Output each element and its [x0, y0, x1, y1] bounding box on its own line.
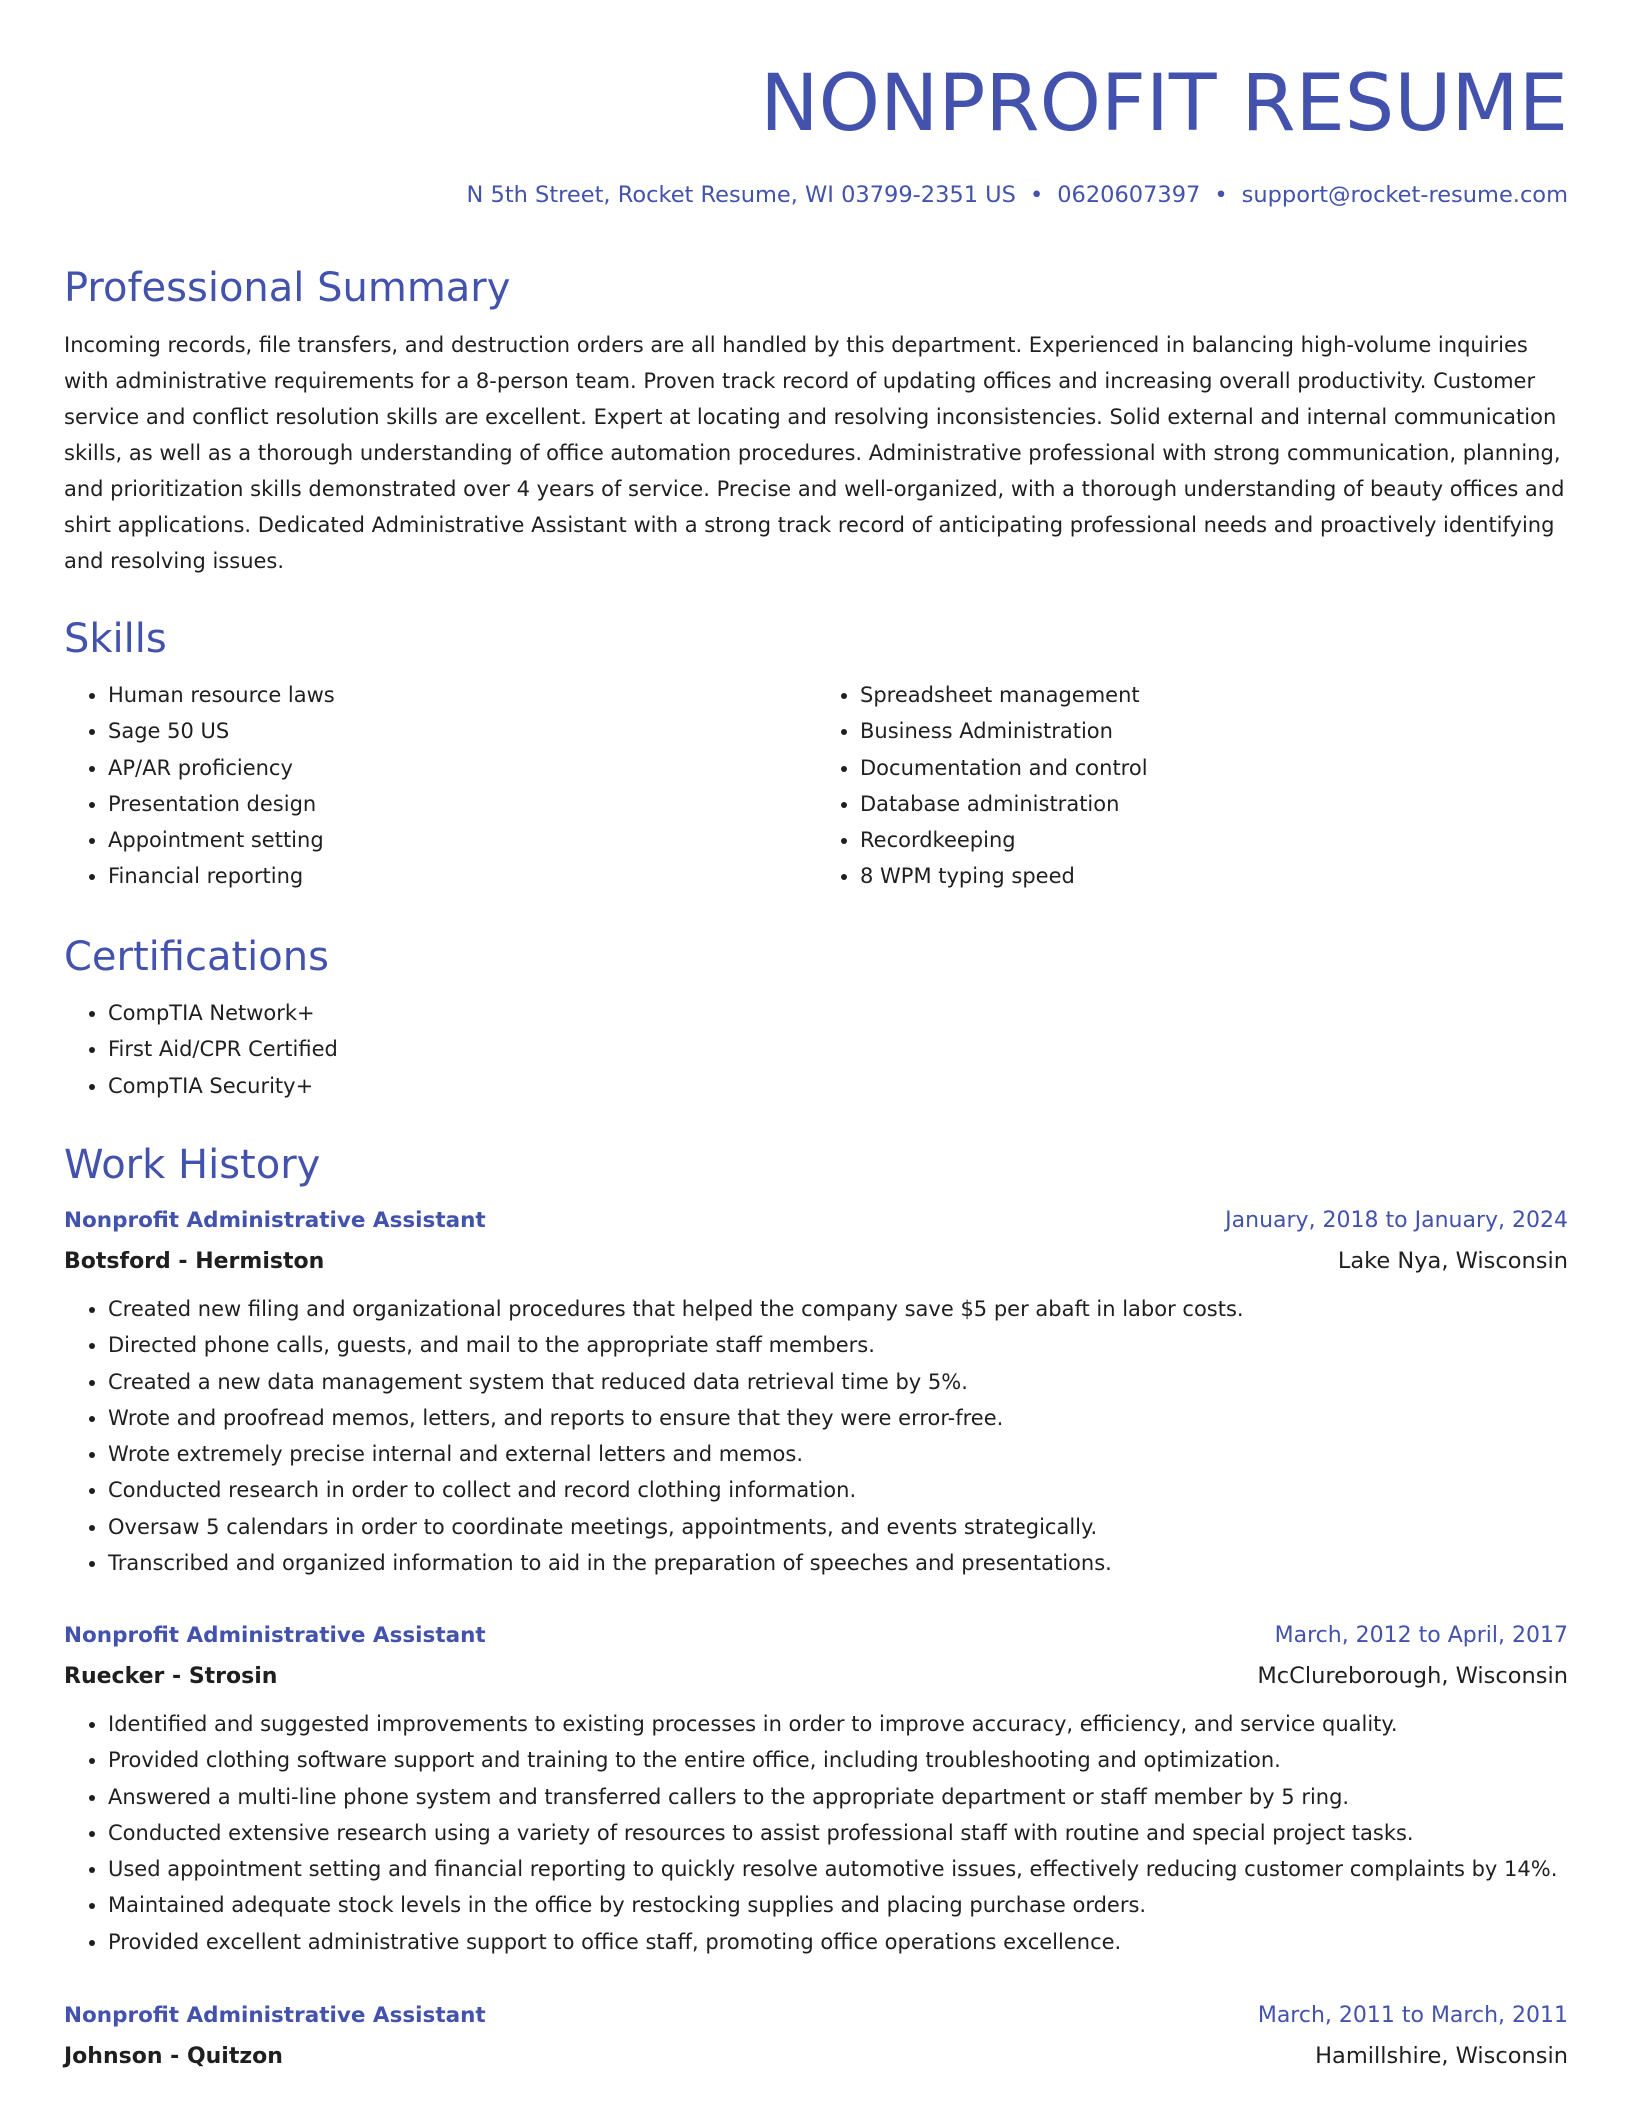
- section-title-skills: Skills: [64, 616, 167, 662]
- job-bullet: • Answered a multi-line phone system and transferred callers to the appropriate department or staff member by 5 ring.: [108, 1779, 1568, 1815]
- job-bullet: • Used appointment setting and financial reporting to quickly resolve automotive issues, effectively reducing customer complaints by 14%.: [108, 1851, 1568, 1887]
- job-bullet: • Transcribed and organized information to aid in the preparation of speeches and presentations.: [108, 1545, 1568, 1581]
- job-entry: [64, 1206, 1568, 1581]
- contact-line: [64, 180, 1568, 210]
- section-title-certifications: Certifications: [64, 934, 329, 980]
- job-bullet: • Oversaw 5 calendars in order to coordinate meetings, appointments, and events strategically.: [108, 1509, 1568, 1545]
- certifications-section: [64, 933, 1568, 1104]
- skill-item: • Recordkeeping: [860, 822, 1568, 858]
- skill-item: • 8 WPM typing speed: [860, 858, 1568, 894]
- job-bullet: • Provided clothing software support and training to the entire office, including troubleshooting and optimization.: [108, 1742, 1568, 1778]
- skills-section: [64, 615, 1568, 895]
- contact-separator: •: [1214, 182, 1228, 208]
- job-bullet: • Created new filing and organizational procedures that helped the company save $5 per abaft in labor costs.: [108, 1291, 1568, 1327]
- job-bullet: • Conducted research in order to collect and record clothing information.: [108, 1472, 1568, 1508]
- skill-item: • Financial reporting: [108, 858, 816, 894]
- job-location: McClureborough, Wisconsin: [1257, 1663, 1568, 1689]
- certification-item: • First Aid/CPR Certified: [108, 1031, 1568, 1067]
- job-title: Nonprofit Administrative Assistant: [64, 1208, 486, 1233]
- contact-address: N 5th Street, Rocket Resume, WI 03799-2351 US: [466, 182, 1016, 208]
- skill-item: • Business Administration: [860, 713, 1568, 749]
- contact-phone: 0620607397: [1057, 182, 1201, 208]
- job-entry: [64, 1621, 1568, 1960]
- job-dates: March, 2012 to April, 2017: [1274, 1623, 1568, 1648]
- skill-item: • Human resource laws: [108, 677, 816, 713]
- job-bullet: • Created a new data management system that reduced data retrieval time by 5%.: [108, 1364, 1568, 1400]
- job-company: Botsford - Hermiston: [64, 1249, 325, 1274]
- job-company-row: [64, 1246, 1568, 1277]
- skills-list-right: [816, 677, 1568, 895]
- job-title: Nonprofit Administrative Assistant: [64, 2003, 486, 2028]
- job-bullet: • Identified and suggested improvements to existing processes in order to improve accuracy, efficiency, and service quality.: [108, 1706, 1568, 1742]
- resume-page: [64, 0, 1568, 2069]
- skill-item: • AP/AR proficiency: [108, 750, 816, 786]
- section-title-work: Work History: [64, 1142, 321, 1188]
- resume-header: [64, 58, 1568, 210]
- job-bullet: • Conducted extensive research using a variety of resources to assist professional staff with routine and special project tasks.: [108, 1815, 1568, 1851]
- skills-columns: [64, 677, 1568, 895]
- job-bullets: [64, 1706, 1568, 1960]
- job-company-row: [64, 1661, 1568, 1692]
- job-location: Hamillshire, Wisconsin: [1315, 2043, 1568, 2069]
- skill-item: • Presentation design: [108, 786, 816, 822]
- certification-item: • CompTIA Security+: [108, 1068, 1568, 1104]
- work-section: [64, 1141, 1568, 2069]
- job-company: Ruecker - Strosin: [64, 1664, 278, 1689]
- job-company: Johnson - Quitzon: [64, 2044, 283, 2069]
- contact-separator: •: [1029, 182, 1044, 208]
- skill-item: • Database administration: [860, 786, 1568, 822]
- certifications-list: [64, 995, 1568, 1104]
- job-bullet: • Directed phone calls, guests, and mail to the appropriate staff members.: [108, 1327, 1568, 1363]
- resume-name: NONPROFIT RESUME: [760, 59, 1568, 149]
- job-bullet: • Wrote extremely precise internal and external letters and memos.: [108, 1436, 1568, 1472]
- skill-item: • Documentation and control: [860, 750, 1568, 786]
- contact-email[interactable]: support@rocket-resume.com: [1241, 182, 1568, 208]
- job-title-row: [64, 2001, 1568, 2031]
- job-dates: March, 2011 to March, 2011: [1257, 2003, 1568, 2028]
- job-bullets: [64, 1291, 1568, 1581]
- certification-item: • CompTIA Network+: [108, 995, 1568, 1031]
- job-title-row: [64, 1206, 1568, 1236]
- job-title-row: [64, 1621, 1568, 1651]
- section-title-summary: Professional Summary: [64, 265, 511, 311]
- job-bullet: • Wrote and proofread memos, letters, and reports to ensure that they were error-free.: [108, 1400, 1568, 1436]
- job-bullet: • Maintained adequate stock levels in the office by restocking supplies and placing purchase orders.: [108, 1887, 1568, 1923]
- skills-list-left: [64, 677, 816, 895]
- summary-text: Incoming records, file transfers, and destruction orders are all handled by this department. Experienced in balancing high-volume inquiries with administrative requirements for a 8-person team. Proven track record of updating offices and increasing overall productivity. Customer service and conflict resolution skills are excellent. Expert at locating and resolving inconsistencies. Solid external and internal communication skills, as well as a thorough understanding of office automation procedures. Administrative professional with strong communication, planning, and prioritization skills demonstrated over 4 years of service. Precise and well-organized, with a thorough understanding of beauty offices and shirt applications. Dedicated Administrative Assistant with a strong track record of anticipating professional needs and proactively identifying and resolving issues.: [64, 333, 1565, 573]
- job-location: Lake Nya, Wisconsin: [1337, 1248, 1568, 1274]
- job-company-row: [64, 2041, 1568, 2072]
- summary-section: [64, 264, 1568, 579]
- skill-item: • Sage 50 US: [108, 713, 816, 749]
- skill-item: • Appointment setting: [108, 822, 816, 858]
- job-bullet: • Provided excellent administrative support to office staff, promoting office operations excellence.: [108, 1924, 1568, 1960]
- job-entry: [64, 2001, 1568, 2072]
- skill-item: • Spreadsheet management: [860, 677, 1568, 713]
- job-title: Nonprofit Administrative Assistant: [64, 1623, 486, 1648]
- job-dates: January, 2018 to January, 2024: [1225, 1208, 1568, 1233]
